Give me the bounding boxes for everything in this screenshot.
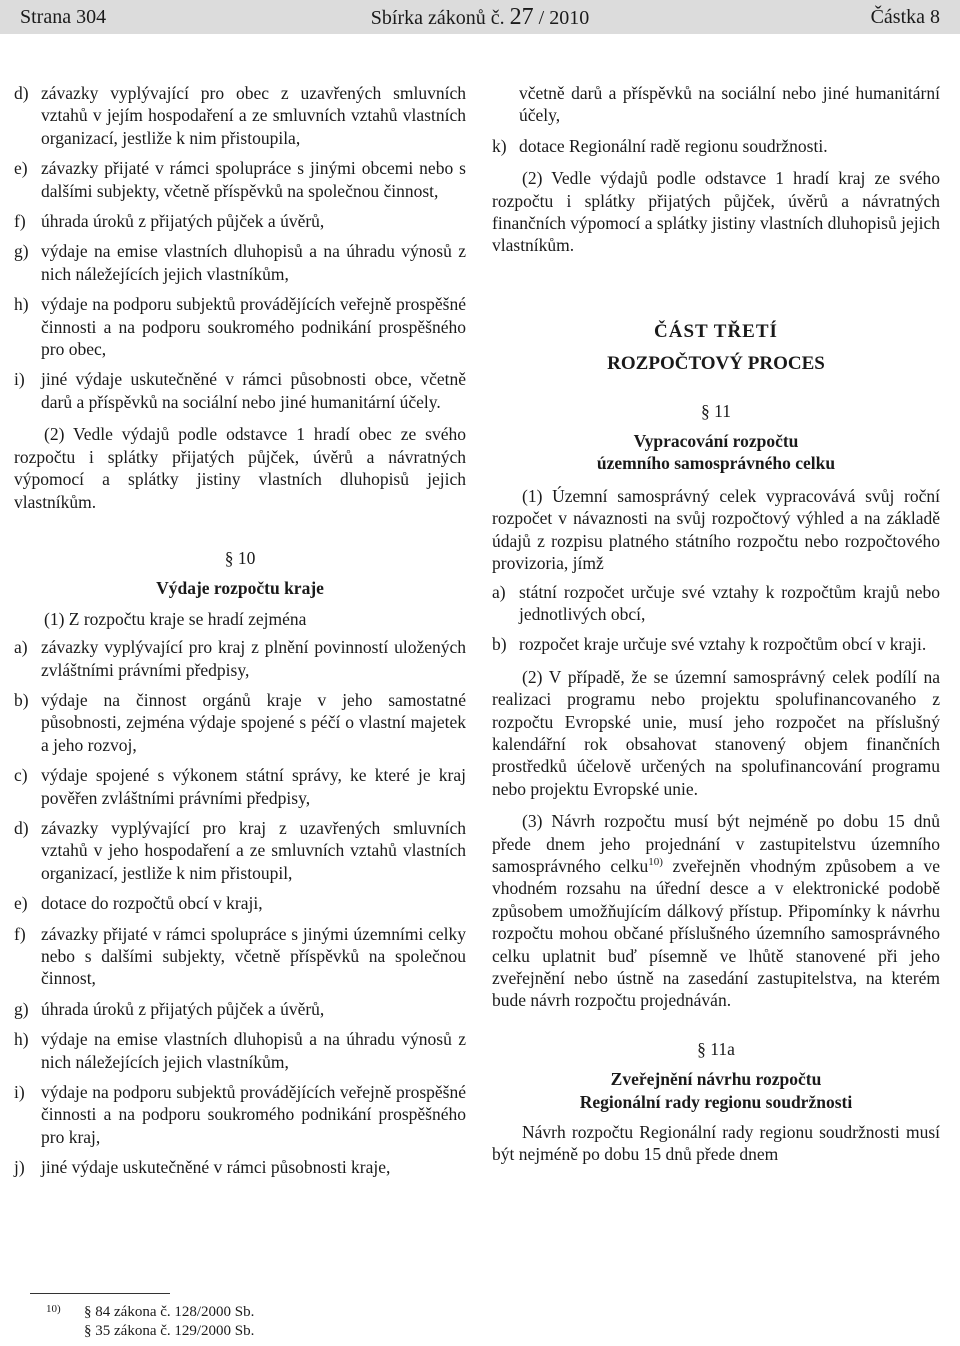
list-item (14, 1081, 466, 1148)
list-item-label: f) (14, 211, 26, 232)
list-item (14, 368, 466, 413)
list-item-label: g) (14, 998, 29, 1019)
list-item (14, 923, 466, 990)
section-number: § 11 (701, 400, 731, 421)
list-item-label: k) (492, 135, 507, 156)
footnote-ref: 10) (648, 856, 663, 869)
section-number: § 11a (697, 1038, 735, 1059)
part-title: ROZPOČTOVÝ PROCES (607, 353, 825, 375)
part-heading: ČÁST TŘETÍ (654, 320, 778, 342)
section-title: Zveřejnění návrhu rozpočtu (610, 1069, 822, 1090)
list-municipal-expenses (14, 82, 466, 413)
section-title: Vypracování rozpočtu (633, 431, 799, 452)
list-item-label: j) (14, 1157, 25, 1178)
page-number: Strana 304 (20, 6, 107, 28)
list-item-label: h) (14, 1029, 29, 1050)
list-item-text: úhrada úroků z přijatých půjček a úvěrů, (41, 211, 325, 232)
list-item-text: včetně darů a příspěvků na sociální nebo jiné humanitární účely, (519, 83, 940, 126)
list-item-text: výdaje na emise vlastních dluhopisů a na úhradu výnosů z nich náležejících jejich vlastníkům, (41, 241, 466, 284)
list-item (14, 636, 466, 681)
paragraph: (1) Územní samosprávný celek vypracovává svůj roční rozpočet v návaznosti na svůj rozpočtový výhled a na základě údajů z rozpisu platného státního rozpočtu nebo rozpočtového provizoria, jímž (492, 485, 940, 574)
collection-prefix: Sbírka zákonů č. (370, 7, 505, 29)
list-item-label: f) (14, 923, 26, 944)
list-item (492, 581, 940, 626)
footnotes (46, 1303, 254, 1341)
footnote-text: § 84 zákona č. 128/2000 Sb. (84, 1304, 255, 1320)
footnote-line (46, 1322, 254, 1341)
paragraph: (1) Z rozpočtu kraje se hradí zejména (44, 608, 307, 629)
list-item (14, 240, 466, 285)
list-item-label: i) (14, 1082, 25, 1103)
list-item-text: výdaje na emise vlastních dluhopisů a na úhradu výnosů z nich náležejících jejich vlastníkům, (41, 1029, 466, 1072)
list-item (14, 998, 466, 1020)
list-item (492, 633, 940, 655)
list-item-text: rozpočet kraje určuje své vztahy k rozpočtům obcí v kraji. (519, 634, 927, 655)
list-item-text: výdaje spojené s výkonem státní správy, ke které je kraj pověřen zvláštními právními předpisy, (41, 765, 466, 808)
footnote-divider (30, 1293, 170, 1294)
list-item-text: závazky přijaté v rámci spolupráce s jinými územními celky nebo s dalšími subjekty, včetně příspěvků na společnou činnost, (41, 923, 466, 989)
list-item-text: výdaje na podporu subjektů provádějících veřejně prospěšné činnosti a na podporu soukromého podnikání prospěšného pro kraj, (41, 1082, 466, 1147)
list-item-text: závazky vyplývající pro obec z uzavřených smluvních vztahů v jejím hospodaření a ze smluvních vztahů vlastních organizací, jestliže k nim přistoupila, (41, 83, 466, 148)
list-item-label: d) (14, 83, 29, 103)
paragraph-text: zveřejněn vhodným způsobem a ve vhodném rozsahu na úřední desce a v elektronické podobě způsobem umožňujícím dálkový přístup. Připomínky k návrhu rozpočtu mohou občané příslušného územního samosprávného celku uplatnit buď písemně ve lhůtě stanovené při jeho zveřejnění nebo ústně na zasedání zastupitelstva, na kterém bude návrh rozpočtu projednáván. (492, 855, 940, 1011)
section-title: územního samosprávného celku (596, 453, 836, 474)
section-title: Výdaje rozpočtu kraje (156, 578, 324, 599)
list-item (14, 1156, 466, 1178)
list-item-text: úhrada úroků z přijatých půjček a úvěrů, (41, 998, 325, 1019)
list-item (492, 82, 940, 127)
paragraph: (2) Vedle výdajů podle odstavce 1 hradí kraj ze svého rozpočtu i splátky přijatých půjček, úvěrů a návratných finančních výpomocí a splátky jistiny vlastních dluhopisů jejich vlastníkům. (492, 168, 940, 256)
list-item-text: dotace do rozpočtů obcí v kraji, (41, 893, 263, 914)
list-item-label: b) (492, 634, 507, 655)
collection-title (0, 0, 960, 35)
list-item-text: jiné výdaje uskutečněné v rámci působnosti kraje, (41, 1157, 391, 1178)
list-item (14, 817, 466, 884)
right-column (492, 82, 940, 1166)
left-column (14, 82, 466, 1187)
list-item (14, 1028, 466, 1073)
list-item-label: h) (14, 294, 29, 315)
list-item-label: a) (492, 581, 506, 602)
list-item-text: výdaje na podporu subjektů provádějících veřejně prospěšné činnosti a na podporu soukromého podnikání prospěšného pro obec, (41, 294, 466, 360)
list-item-text: jiné výdaje uskutečněné v rámci působnosti obce, včetně darů a příspěvků na sociální nebo jiné humanitární účely. (41, 369, 466, 412)
list-item (14, 293, 466, 360)
paragraph: (2) Vedle výdajů podle odstavce 1 hradí obec ze svého rozpočtu i splátky přijatých půjček, úvěrů a návratných výpomocí a splátky jistiny vlastních dluhopisů jejich vlastníkům. (14, 424, 466, 512)
list-item-label: i) (14, 369, 25, 390)
list-item-label: e) (14, 893, 28, 914)
list-item-label: b) (14, 689, 29, 710)
section-title: Regionální rady regionu soudržnosti (579, 1091, 853, 1112)
law-year: / 2010 (538, 7, 590, 29)
list-item (492, 135, 940, 157)
paragraph (492, 810, 940, 1012)
list-item-text: státní rozpočet určuje své vztahy k rozpočtům krajů nebo jednotlivých obcí, (519, 581, 940, 624)
footnote-line: 10) § 84 zákona č. 128/2000 Sb. (46, 1303, 255, 1320)
list-item (14, 689, 466, 756)
law-number: 27 (509, 4, 534, 30)
list-item-label: d) (14, 817, 29, 838)
list-item-label: c) (14, 765, 28, 786)
footnote-text: § 35 zákona č. 129/2000 Sb. (84, 1323, 255, 1339)
list-item-text: závazky vyplývající pro kraj z plnění povinností uložených zvláštními právními předpisy, (41, 637, 466, 680)
paragraph-text: (3) Návrh rozpočtu musí být nejméně po dobu 15 dnů přede dnem jeho projednání v zastupitelstvu územního samosprávného celku (492, 811, 940, 876)
list-item (14, 764, 466, 809)
list-item-text: závazky vyplývající pro kraj z uzavřených smluvních vztahů v jeho hospodaření a ze smluvních vztahů vlastních organizací, jestliže k nim přistoupil, (41, 817, 466, 883)
list-item-text: závazky přijaté v rámci spolupráce s jinými obcemi nebo s dalšími subjekty, včetně příspěvků na společnou činnost, (41, 158, 466, 201)
list-item-label: e) (14, 158, 28, 179)
list-budget-relations (492, 581, 940, 656)
list-item (14, 210, 466, 232)
page-header (0, 0, 960, 34)
list-item-text: dotace Regionální radě regionu soudržnosti. (519, 135, 828, 156)
paragraph: (2) V případě, že se územní samosprávný celek podílí na realizaci programu nebo projektu spolufinancovaného z rozpočtu Evropské unie, musí jeho rozpočet na příslušný kalendářní rok obsahovat stanovený objem finančních prostředků účelově určených na spolufinancování programu nebo projektu Evropské unie. (492, 666, 940, 799)
list-item-label: a) (14, 637, 28, 658)
list-item (14, 157, 466, 202)
section-number: § 10 (224, 547, 256, 568)
list-item-text: výdaje na činnost orgánů kraje v jeho samostatné působnosti, zejména výdaje spojené s péčí o vlastní majetek a jeho rozvoj, (41, 689, 466, 755)
list-item (14, 892, 466, 914)
list-item-label: g) (14, 241, 29, 262)
issue-part: Částka 8 (870, 6, 940, 28)
list-item (14, 82, 466, 149)
paragraph: Návrh rozpočtu Regionální rady regionu soudržnosti musí být nejméně po dobu 15 dnů přede dnem (492, 1122, 940, 1165)
list-regional-expenses (14, 636, 466, 1179)
